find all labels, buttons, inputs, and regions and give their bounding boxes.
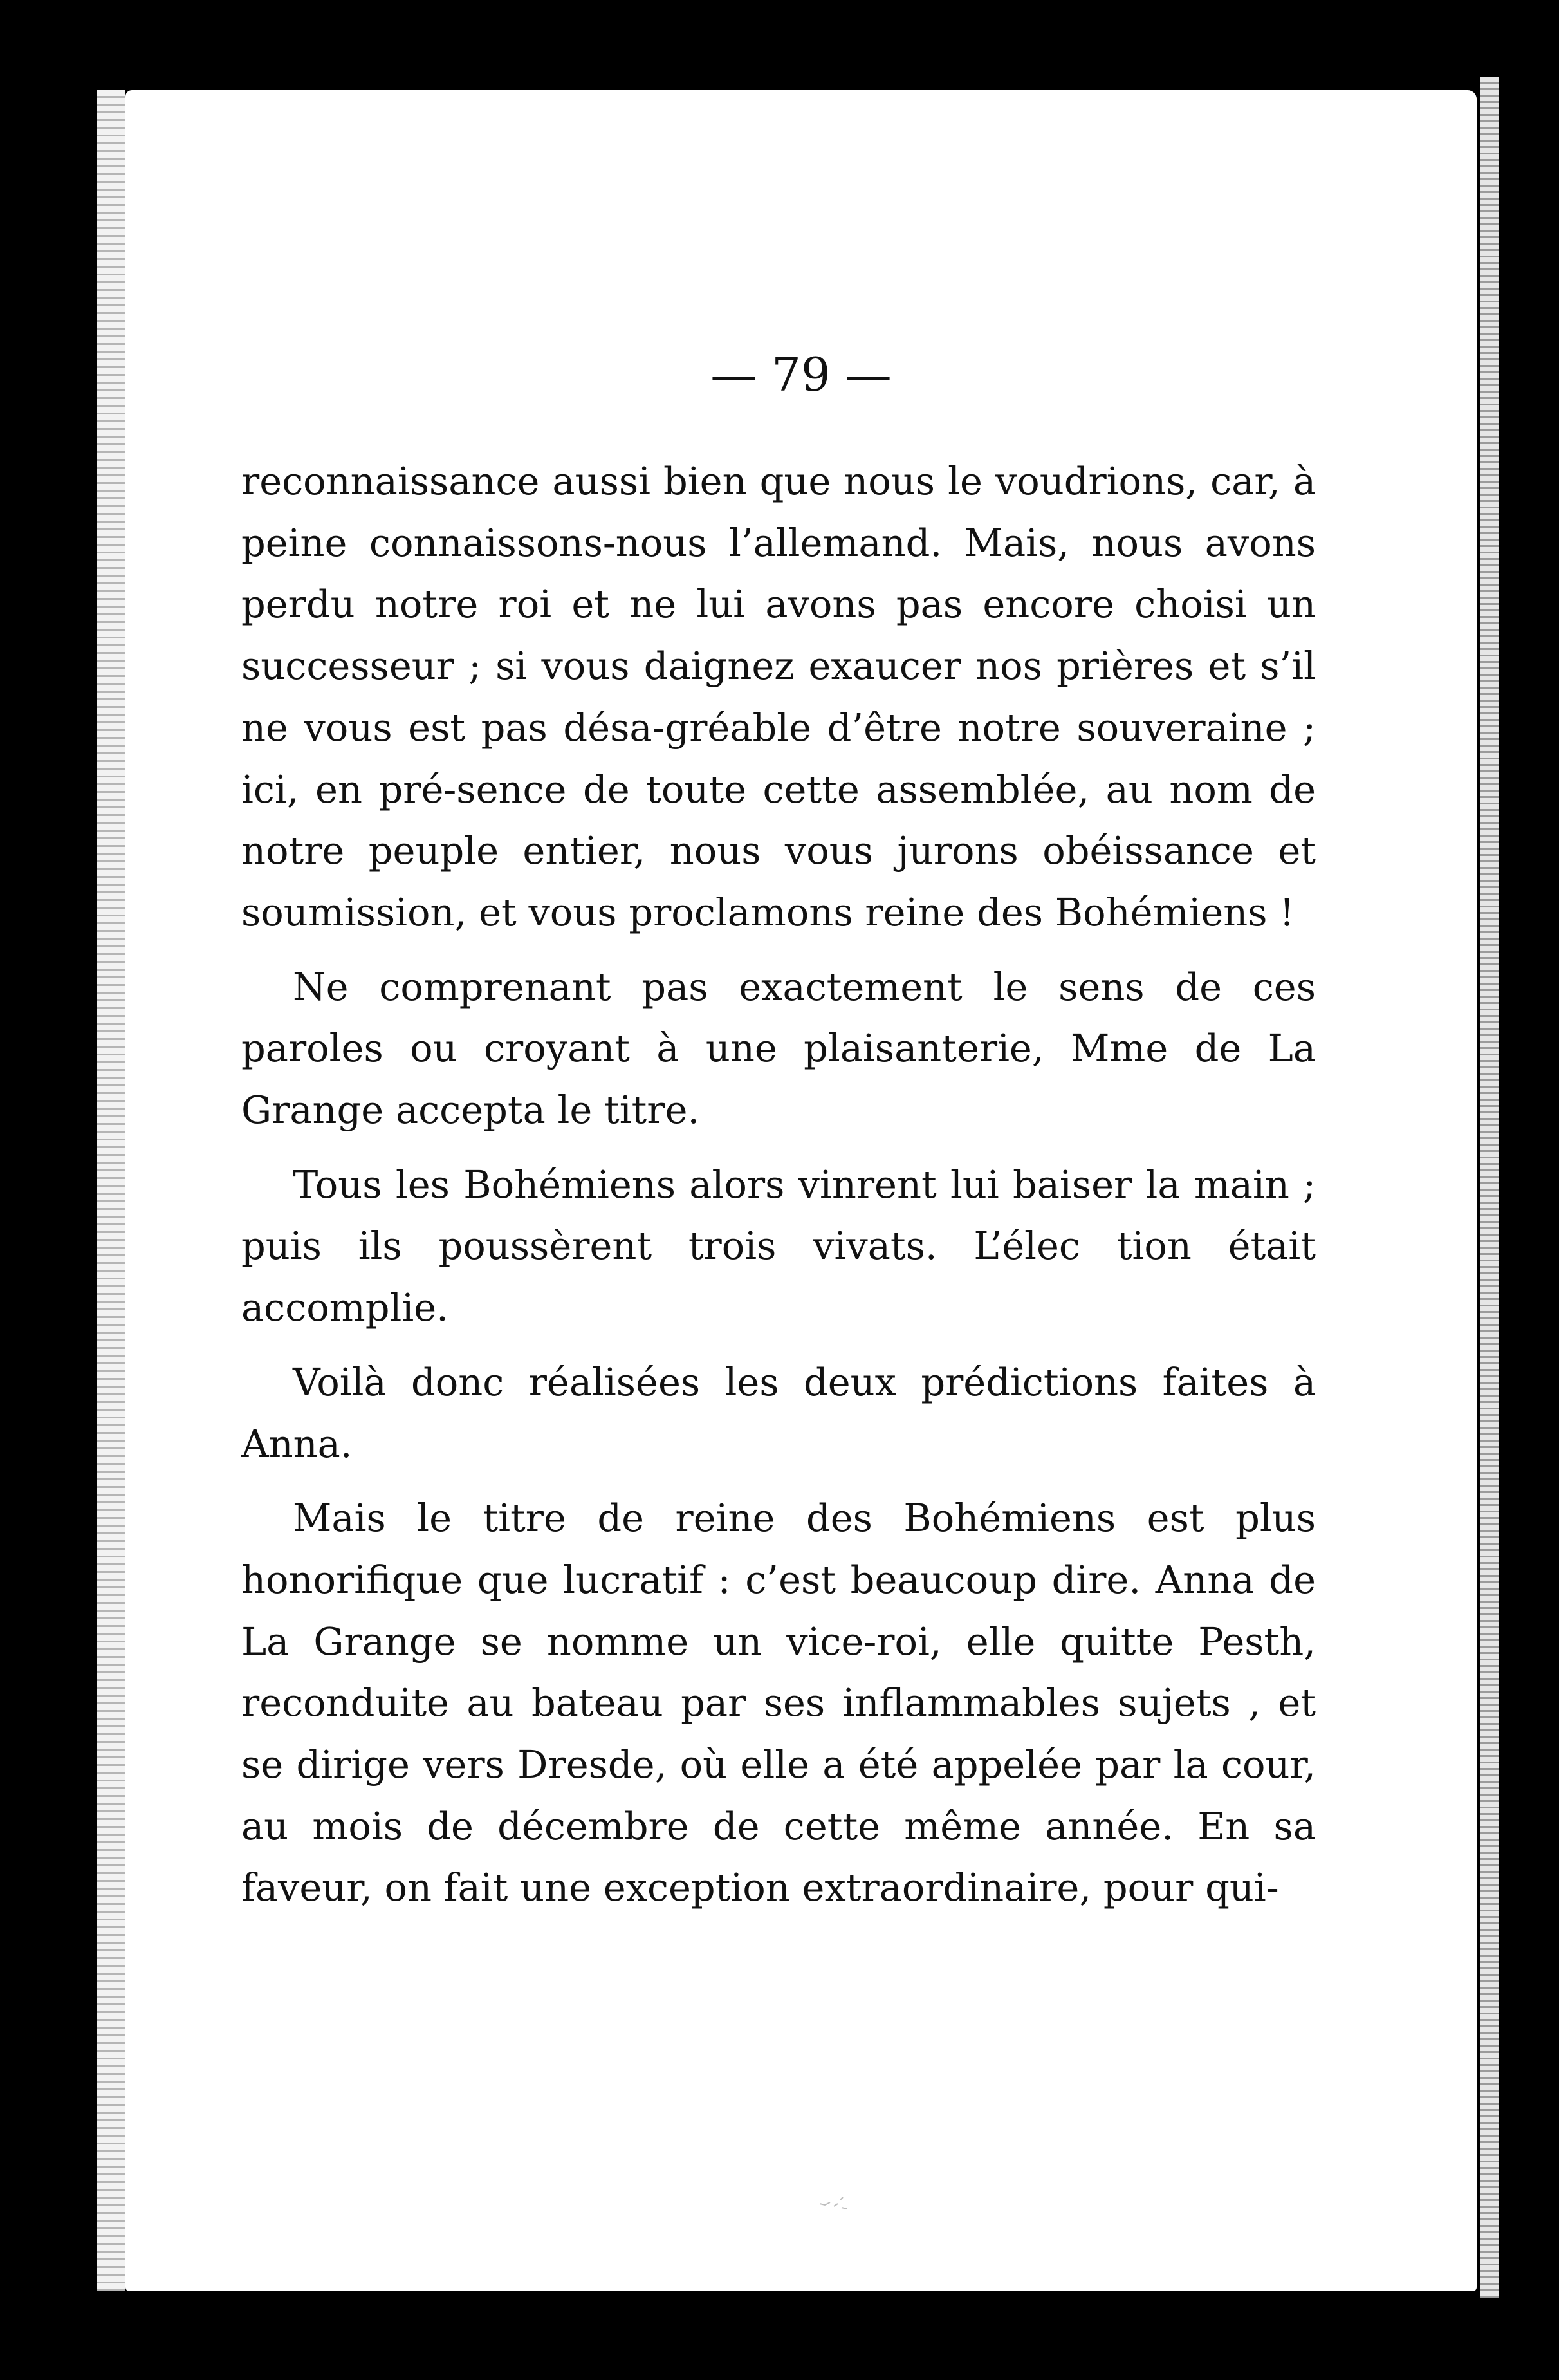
paragraph-3: Tous les Bohémiens alors vinrent lui baiser la main ; puis ils poussèrent trois vivats. L’élec tion était accomplie. <box>241 1162 1316 1330</box>
page-right-edge <box>1480 77 1499 2298</box>
paragraph-2: Ne comprenant pas exactement le sens de ces paroles ou croyant à une plaisanterie, Mme de La Grange accepta le titre. <box>241 964 1316 1133</box>
book-page <box>125 90 1477 2291</box>
page-number: — 79 — <box>710 348 892 402</box>
paragraph-4: Voilà donc réalisées les deux prédictions faites à Anna. <box>241 1359 1316 1466</box>
page-body <box>241 451 1316 1931</box>
paragraph-1: reconnaissance aussi bien que nous le voudrions, car, à peine connaissons-nous l’allemand. Mais, nous avons perdu notre roi et ne lui avons pas encore choisi un successeur ; si vous daignez exaucer nos prières et s’il ne vous est pas désa-gréable d’être notre souveraine ; ici, en pré-sence de toute cette assemblée, au nom de notre peuple entier, nous vous jurons obéissance et soumission, et vous proclamons reine des Bohémiens ! <box>241 459 1316 934</box>
ink-smudge <box>818 2195 849 2211</box>
page-left-edge <box>97 90 125 2291</box>
paragraph-5: Mais le titre de reine des Bohémiens est plus honorifique que lucratif : c’est beaucoup dire. Anna de La Grange se nomme un vice-roi, elle quitte Pesth, reconduite au bateau par ses inflammables sujets , et se dirige vers Dresde, où elle a été appelée par la cour, au mois de décembre de cette même année. En sa faveur, on fait une exception extraordinaire, pour qui- <box>241 1496 1316 1910</box>
